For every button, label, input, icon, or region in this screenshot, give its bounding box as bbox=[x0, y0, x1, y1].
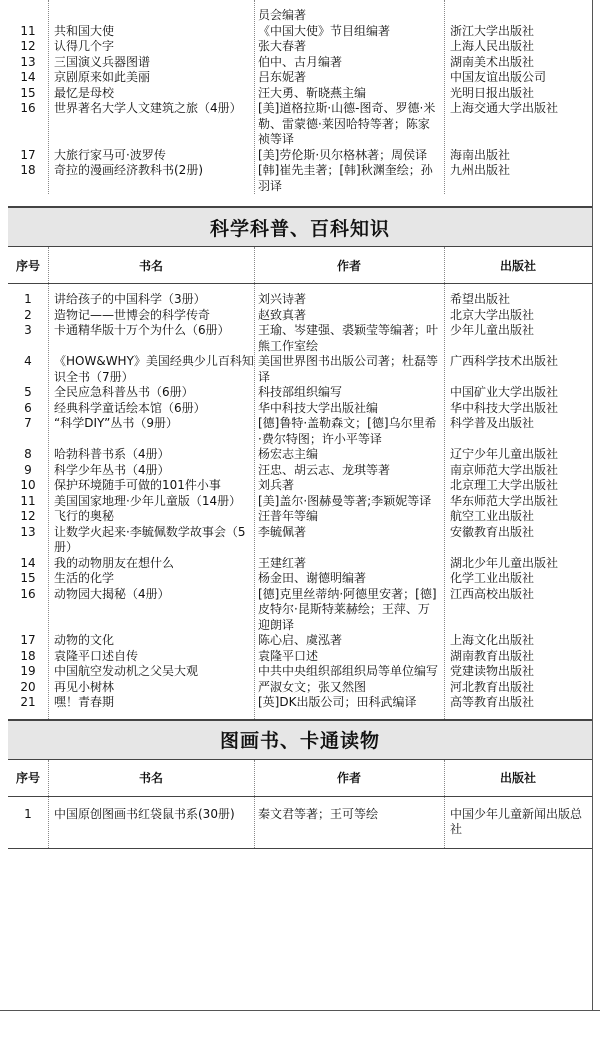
row-number: 2 bbox=[24, 307, 32, 322]
section-title: 科学科普、百科知识 bbox=[209, 217, 390, 240]
row-number: 13 bbox=[20, 54, 36, 69]
row-number: 20 bbox=[20, 679, 36, 694]
book-publisher: 华中科技大学出版社 bbox=[450, 400, 559, 415]
row-number: 6 bbox=[24, 400, 32, 415]
book-author: 汪大勇、靳晓燕主编 bbox=[258, 85, 367, 100]
row-number: 16 bbox=[20, 586, 36, 601]
table-row bbox=[8, 509, 592, 525]
book-title: 袁隆平口述自传 bbox=[54, 648, 139, 663]
book-title: 讲给孩子的中国科学（3册） bbox=[54, 292, 206, 306]
book-publisher: 湖北少年儿童出版社 bbox=[450, 555, 559, 570]
book-title: 经典科学童话绘本馆（6册） bbox=[54, 400, 206, 415]
book-publisher: 海南出版社 bbox=[450, 147, 511, 162]
row-number: 11 bbox=[20, 493, 36, 508]
section-heading-science bbox=[8, 206, 592, 247]
book-publisher: 湖南美术出版社 bbox=[450, 54, 535, 69]
row-number: 15 bbox=[20, 85, 36, 100]
row-number: 5 bbox=[24, 385, 32, 399]
row-number: 10 bbox=[20, 478, 36, 492]
row-number: 17 bbox=[20, 147, 36, 162]
book-title: 飞行的奥秘 bbox=[54, 509, 115, 523]
book-title: 动物的文化 bbox=[54, 633, 115, 647]
table-row bbox=[8, 385, 592, 401]
row-number: 21 bbox=[20, 695, 36, 709]
book-author: 陈心启、虞泓著 bbox=[258, 633, 343, 647]
row-number: 15 bbox=[20, 571, 36, 585]
book-author: 刘兵著 bbox=[258, 478, 295, 492]
top-table bbox=[8, 0, 592, 194]
table-row bbox=[8, 447, 592, 463]
book-author: [美]劳伦斯·贝尔格林著；周侯译 bbox=[258, 147, 428, 162]
book-publisher: 辽宁少年儿童出版社 bbox=[450, 447, 559, 461]
book-publisher: 南京师范大学出版社 bbox=[450, 462, 559, 477]
book-author: 员会编著 bbox=[258, 8, 307, 22]
book-author: 汪普年等编 bbox=[258, 509, 319, 523]
column-header-row bbox=[8, 760, 592, 797]
book-author: 赵致真著 bbox=[258, 307, 307, 322]
book-publisher: 北京大学出版社 bbox=[450, 307, 535, 322]
book-publisher: 上海交通大学出版社 bbox=[450, 101, 559, 115]
book-author: 《中国大使》节目组编著 bbox=[258, 23, 391, 38]
book-title: 世界著名大学人文建筑之旅（4册） bbox=[54, 101, 242, 115]
table-row bbox=[8, 587, 592, 634]
book-title: 哈勃科普书系（4册） bbox=[54, 447, 170, 461]
book-publisher: 上海文化出版社 bbox=[450, 633, 535, 647]
book-publisher: 航空工业出版社 bbox=[450, 509, 535, 523]
row-number: 19 bbox=[20, 664, 36, 678]
book-title: 再见小树林 bbox=[54, 679, 115, 694]
row-number: 18 bbox=[20, 163, 36, 177]
table-row bbox=[8, 649, 592, 665]
book-author: 伯中、古月编著 bbox=[258, 54, 343, 69]
col-author-header: 作者 bbox=[336, 771, 361, 785]
col-num-header: 序号 bbox=[15, 258, 40, 273]
science-table bbox=[8, 284, 592, 719]
book-author: [美]盖尔·图赫曼等著;李颖妮等译 bbox=[258, 493, 432, 508]
book-title: 大旅行家马可·波罗传 bbox=[54, 147, 166, 162]
column-header-row bbox=[8, 247, 592, 284]
book-publisher: 党建读物出版社 bbox=[450, 664, 535, 678]
book-author: 严淑女文；张又然图 bbox=[258, 679, 367, 694]
book-title: 让数学火起来·李毓佩数学故事会（5册） bbox=[54, 524, 246, 554]
book-title: 生活的化学 bbox=[54, 571, 115, 585]
row-number: 12 bbox=[20, 39, 36, 53]
table-row bbox=[8, 55, 592, 71]
book-title: 最忆是母校 bbox=[54, 85, 115, 100]
table-row bbox=[8, 494, 592, 510]
row-number: 12 bbox=[20, 509, 36, 523]
table-row bbox=[8, 86, 592, 102]
book-title: 我的动物朋友在想什么 bbox=[54, 555, 175, 570]
book-author: [英]DK出版公司；田科武编译 bbox=[258, 695, 417, 709]
book-publisher: 光明日报出版社 bbox=[450, 85, 535, 100]
book-author: 秦文君等著；王可等绘 bbox=[258, 806, 379, 821]
book-author: 张大春著 bbox=[258, 39, 307, 53]
book-author: 刘兴诗著 bbox=[258, 292, 307, 306]
book-publisher: 安徽教育出版社 bbox=[450, 524, 535, 539]
book-title: 《HOW&WHY》美国经典少儿百科知识全书（7册） bbox=[54, 354, 254, 384]
book-title: 中国航空发动机之父吴大观 bbox=[54, 664, 199, 678]
book-list-page bbox=[8, 0, 593, 1010]
table-row bbox=[8, 323, 592, 354]
table-row bbox=[8, 148, 592, 164]
book-author: 王瑜、岑建强、裘颖莹等编著；叶熊工作室绘 bbox=[258, 323, 439, 353]
row-number: 14 bbox=[20, 555, 36, 570]
bottom-rule bbox=[0, 1010, 600, 1011]
book-title: 共和国大使 bbox=[54, 23, 115, 38]
book-publisher: 九州出版社 bbox=[450, 163, 511, 177]
book-publisher: 中国友谊出版公司 bbox=[450, 70, 547, 84]
book-publisher: 浙江大学出版社 bbox=[450, 23, 535, 38]
book-title: 全民应急科普丛书（6册） bbox=[54, 385, 194, 399]
book-publisher: 北京理工大学出版社 bbox=[450, 478, 559, 492]
table-row bbox=[8, 695, 592, 711]
book-title: 美国国家地理·少年儿童版（14册） bbox=[54, 493, 242, 508]
table-row bbox=[8, 354, 592, 385]
row-number: 18 bbox=[20, 648, 36, 663]
row-number: 11 bbox=[20, 23, 36, 38]
row-number: 9 bbox=[24, 462, 32, 477]
book-author: 吕东妮著 bbox=[258, 70, 307, 84]
book-author: 李毓佩著 bbox=[258, 524, 307, 539]
book-publisher: 希望出版社 bbox=[450, 292, 511, 306]
book-title: 造物记——世博会的科学传奇 bbox=[54, 307, 211, 322]
row-number: 13 bbox=[20, 524, 36, 539]
col-author-header: 作者 bbox=[336, 258, 361, 273]
table-row bbox=[8, 101, 592, 148]
table-row bbox=[8, 807, 592, 838]
table-row bbox=[8, 70, 592, 86]
book-author: 美国世界图书出版公司著；杜磊等译 bbox=[258, 354, 439, 384]
section-title: 图画书、卡通读物 bbox=[219, 730, 380, 752]
section-heading-picture bbox=[8, 719, 592, 760]
col-publisher-header: 出版社 bbox=[499, 771, 536, 785]
book-publisher: 少年儿童出版社 bbox=[450, 323, 535, 337]
book-title: 科学少年丛书（4册） bbox=[54, 462, 170, 477]
book-author: 袁隆平口述 bbox=[258, 648, 319, 663]
table-row bbox=[8, 8, 592, 24]
picture-table bbox=[8, 797, 592, 849]
row-number: 16 bbox=[20, 101, 36, 115]
book-publisher: 高等教育出版社 bbox=[450, 695, 535, 709]
book-publisher: 化学工业出版社 bbox=[450, 571, 535, 585]
col-title-header: 书名 bbox=[138, 258, 163, 273]
row-number: 17 bbox=[20, 633, 36, 647]
table-row bbox=[8, 292, 592, 308]
table-row bbox=[8, 163, 592, 194]
book-title: 三国演义兵器图谱 bbox=[54, 54, 151, 69]
table-row bbox=[8, 525, 592, 556]
book-author: 王建红著 bbox=[258, 555, 307, 570]
book-title: 嘿！青春期 bbox=[54, 695, 115, 709]
table-row bbox=[8, 556, 592, 572]
book-title: 动物园大揭秘（4册） bbox=[54, 586, 170, 601]
book-author: 科技部组织编写 bbox=[258, 385, 343, 399]
col-publisher-header: 出版社 bbox=[499, 258, 536, 273]
book-publisher: 河北教育出版社 bbox=[450, 679, 535, 694]
book-author: 杨宏志主编 bbox=[258, 447, 319, 461]
row-number: 3 bbox=[24, 323, 32, 337]
table-row bbox=[8, 24, 592, 40]
table-row bbox=[8, 416, 592, 447]
row-number: 8 bbox=[24, 447, 32, 461]
book-title: 奇拉的漫画经济教科书(2册) bbox=[54, 163, 203, 177]
book-publisher: 湖南教育出版社 bbox=[450, 648, 535, 663]
table-row bbox=[8, 571, 592, 587]
book-title: 保护环境随手可做的101件小事 bbox=[54, 478, 221, 492]
book-title: 卡通精华版十万个为什么（6册） bbox=[54, 323, 230, 337]
book-publisher: 广西科学技术出版社 bbox=[450, 354, 559, 368]
row-number: 7 bbox=[24, 416, 32, 430]
book-author: [韩]崔先圭著；[韩]秋渊奎绘；孙羽译 bbox=[258, 163, 433, 193]
book-title: 京剧原来如此美丽 bbox=[54, 70, 151, 84]
row-number: 1 bbox=[24, 806, 32, 821]
book-title: 认得几个字 bbox=[54, 39, 115, 53]
col-title-header: 书名 bbox=[138, 771, 163, 785]
book-publisher: 上海人民出版社 bbox=[450, 39, 535, 53]
table-row bbox=[8, 39, 592, 55]
book-author: 中共中央组织部组织局等单位编写 bbox=[258, 664, 439, 678]
book-author: 杨金田、谢德明编著 bbox=[258, 571, 367, 585]
row-number: 1 bbox=[24, 292, 32, 306]
book-title: “科学DIY”丛书（9册） bbox=[54, 416, 178, 430]
book-publisher: 科学普及出版社 bbox=[450, 416, 535, 430]
book-author: 华中科技大学出版社编 bbox=[258, 400, 379, 415]
book-title: 中国原创图画书红袋鼠书系(30册) bbox=[54, 806, 235, 821]
book-publisher: 华东师范大学出版社 bbox=[450, 493, 559, 508]
table-row bbox=[8, 633, 592, 649]
book-author: [美]道格拉斯·山德-图奇、罗德·米勒、雷蒙德·莱因哈特等著；陈家祯等译 bbox=[258, 101, 436, 146]
table-row bbox=[8, 463, 592, 479]
book-publisher: 江西高校出版社 bbox=[450, 586, 535, 601]
book-author: 汪忠、胡云志、龙琪等著 bbox=[258, 462, 391, 477]
table-row bbox=[8, 664, 592, 680]
table-row bbox=[8, 308, 592, 324]
book-author: [德]克里丝蒂纳·阿德里安著；[德]皮特尔·昆斯特莱赫绘；王萍、万迎朗译 bbox=[258, 586, 437, 632]
book-publisher: 中国少年儿童新闻出版总社 bbox=[450, 806, 583, 836]
table-row bbox=[8, 680, 592, 696]
row-number: 14 bbox=[20, 70, 36, 84]
col-num-header: 序号 bbox=[15, 771, 40, 785]
book-author: [德]鲁特·盖勒森文；[德]乌尔里希·费尔特图；许小平等译 bbox=[258, 416, 437, 446]
table-row bbox=[8, 478, 592, 494]
row-number: 4 bbox=[24, 354, 32, 368]
table-row bbox=[8, 401, 592, 417]
book-publisher: 中国矿业大学出版社 bbox=[450, 385, 559, 399]
